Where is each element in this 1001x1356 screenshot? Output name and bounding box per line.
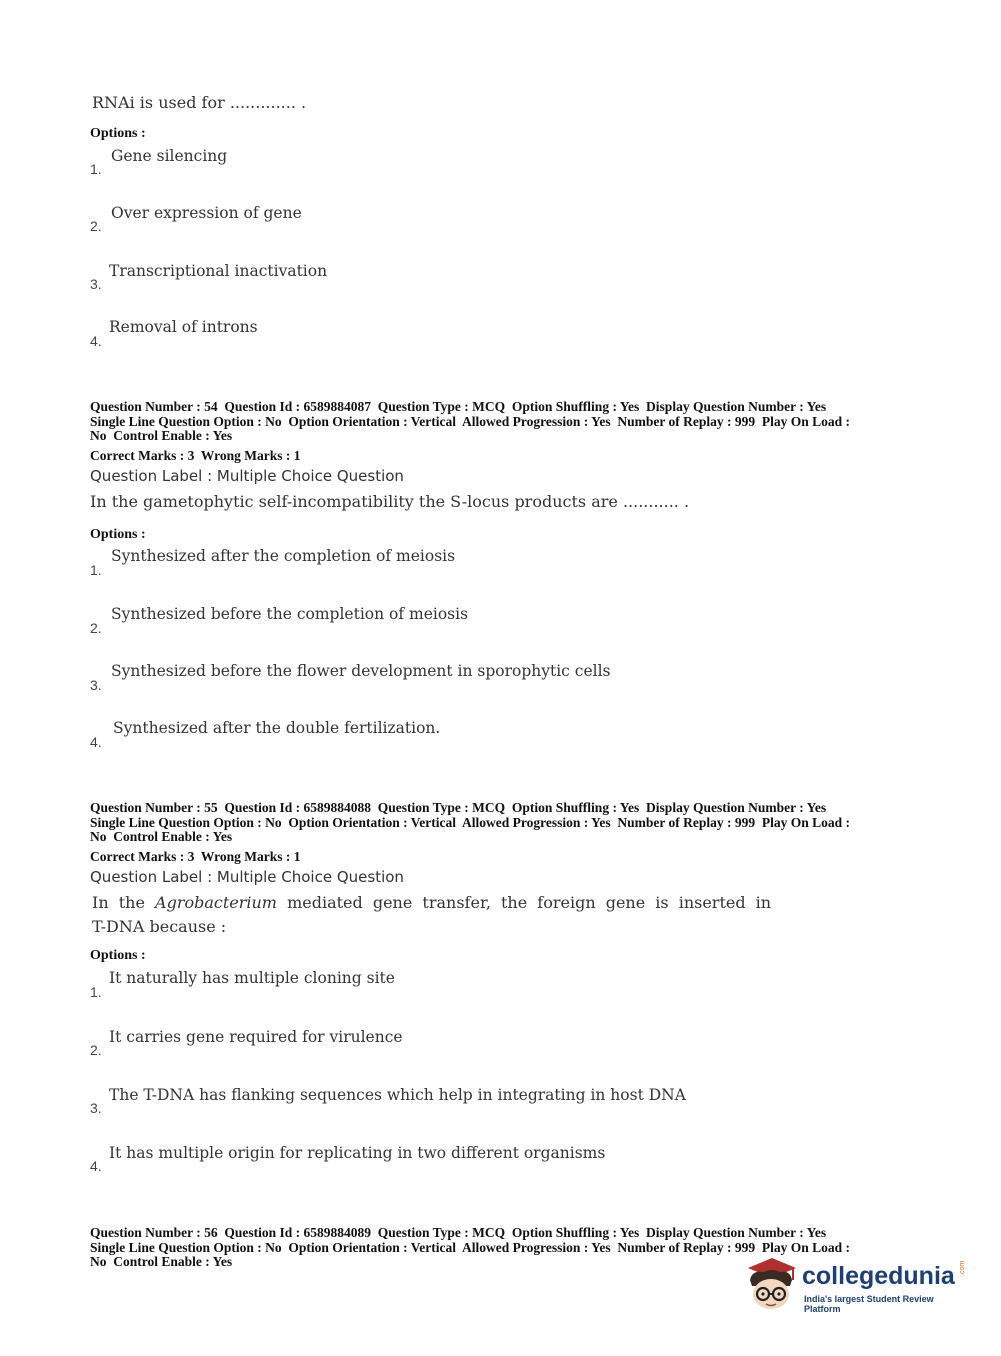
q54-option-text: Synthesized before the completion of meiosis <box>111 605 469 623</box>
q54-option-number: 3. <box>90 677 102 693</box>
q54-option-number: 2. <box>90 620 102 636</box>
q55-option-number: 3. <box>90 1100 102 1116</box>
q55-meta-line: Question Number : 55 Question Id : 6589884088 Question Type : MCQ Option Shuffling : Yes Display Question Number : Yes <box>90 800 827 815</box>
q53-option-text: Gene silencing <box>111 147 228 165</box>
q55-meta-line: Single Line Question Option : No Option Orientation : Vertical Allowed Progression : Yes Number of Replay : 999 Play On Load : <box>90 815 851 830</box>
q55-option-text: It carries gene required for virulence <box>109 1028 403 1046</box>
q53-option-number: 3. <box>90 276 102 292</box>
q55-text-post: mediated gene transfer, the foreign gene is inserted in <box>287 893 772 912</box>
q55-option-number: 4. <box>90 1158 102 1174</box>
q54-question-text: In the gametophytic self-incompatibility the S-locus products are ........... . <box>90 492 690 511</box>
q55-text-italic: Agrobacterium <box>155 893 277 912</box>
q53-option-text: Removal of introns <box>109 318 258 336</box>
q55-question-text <box>92 893 771 912</box>
logo-wordmark: collegedunia <box>802 1262 955 1290</box>
q56-meta-line: Single Line Question Option : No Option Orientation : Vertical Allowed Progression : Yes Number of Replay : 999 Play On Load : <box>90 1240 851 1255</box>
q54-option-text: Synthesized after the double fertilization. <box>113 719 441 737</box>
q54-option-text: Synthesized before the flower development in sporophytic cells <box>111 662 611 680</box>
q55-option-number: 2. <box>90 1042 102 1058</box>
q53-option-text: Over expression of gene <box>111 204 302 222</box>
q55-text-pre: In the <box>92 893 145 912</box>
q54-meta-line: No Control Enable : Yes <box>90 428 233 443</box>
q54-option-text: Synthesized after the completion of meiosis <box>111 547 456 565</box>
q55-question-label: Question Label : Multiple Choice Question <box>90 868 404 886</box>
q55-meta-line: No Control Enable : Yes <box>90 829 233 844</box>
q55-option-number: 1. <box>90 984 102 1000</box>
q54-options-label: Options : <box>90 527 146 542</box>
q55-option-text: The T-DNA has flanking sequences which help in integrating in host DNA <box>109 1086 686 1104</box>
q53-question-text: RNAi is used for ............. . <box>92 93 307 112</box>
q53-options-label: Options : <box>90 126 146 141</box>
q54-meta-line: Question Number : 54 Question Id : 6589884087 Question Type : MCQ Option Shuffling : Yes Display Question Number : Yes <box>90 399 827 414</box>
logo-tagline: India's largest Student Review Platform <box>804 1294 934 1314</box>
q54-question-label: Question Label : Multiple Choice Question <box>90 467 404 485</box>
q54-meta-line: Single Line Question Option : No Option Orientation : Vertical Allowed Progression : Yes Number of Replay : 999 Play On Load : <box>90 414 851 429</box>
logo-suffix: .com <box>959 1260 966 1276</box>
q55-option-text: It has multiple origin for replicating in two different organisms <box>109 1144 606 1162</box>
q53-option-number: 4. <box>90 333 102 349</box>
q54-option-number: 1. <box>90 562 102 578</box>
q56-meta-line: Question Number : 56 Question Id : 6589884089 Question Type : MCQ Option Shuffling : Yes Display Question Number : Yes <box>90 1225 827 1240</box>
q54-option-number: 4. <box>90 734 102 750</box>
q53-option-number: 2. <box>90 218 102 234</box>
q53-option-text: Transcriptional inactivation <box>109 262 328 280</box>
q55-option-text: It naturally has multiple cloning site <box>109 969 395 987</box>
q54-marks: Correct Marks : 3 Wrong Marks : 1 <box>90 448 301 463</box>
collegedunia-logo <box>742 1256 972 1316</box>
q53-option-number: 1. <box>90 161 102 177</box>
q55-marks: Correct Marks : 3 Wrong Marks : 1 <box>90 849 301 864</box>
q55-options-label: Options : <box>90 948 146 963</box>
q55-question-text-line2: T-DNA because : <box>92 917 227 936</box>
q56-meta-line: No Control Enable : Yes <box>90 1254 233 1269</box>
mascot-icon <box>742 1256 800 1314</box>
